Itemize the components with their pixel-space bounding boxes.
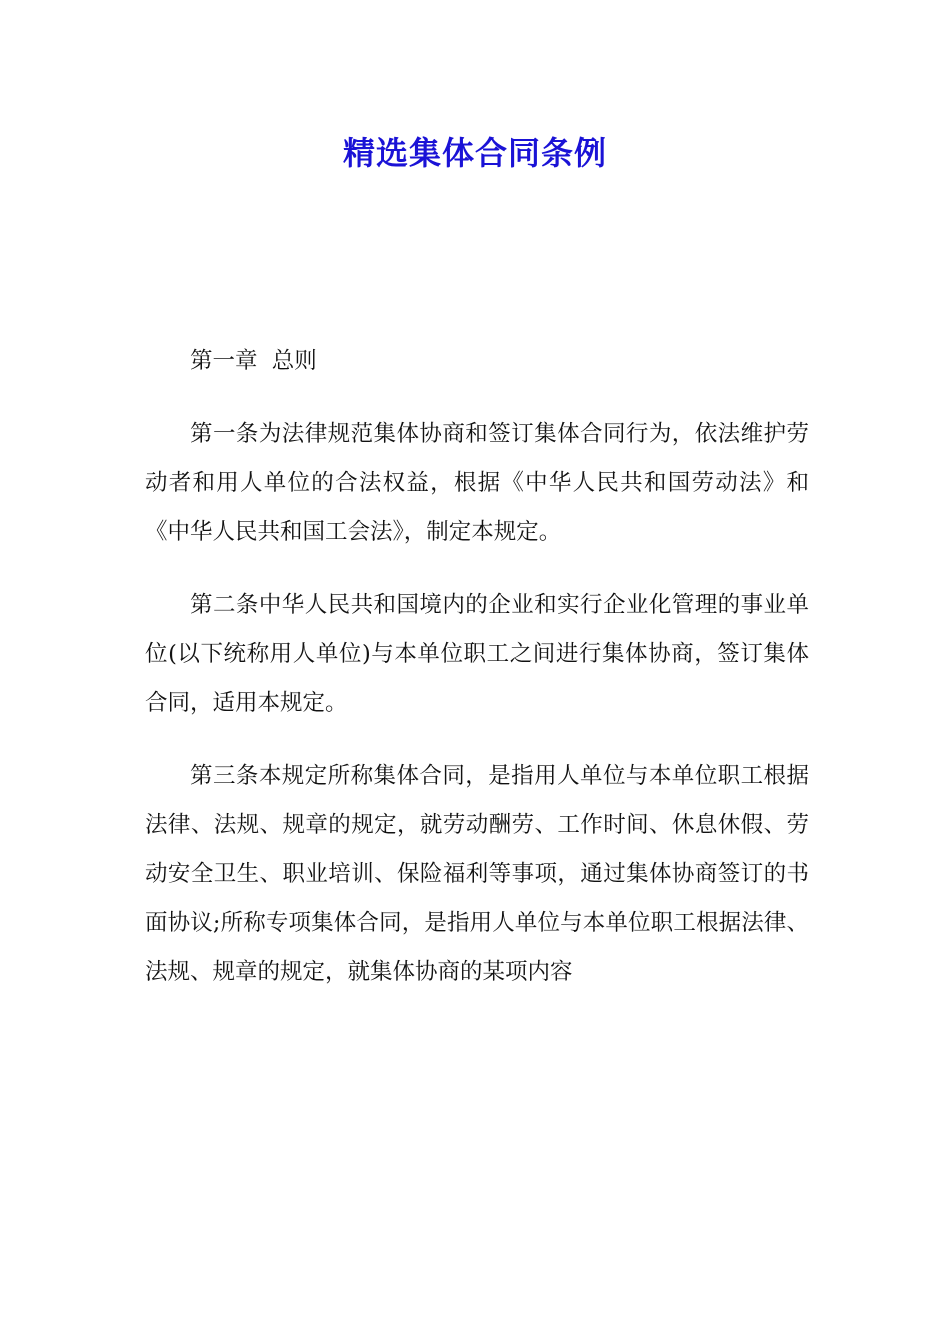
document-title: 精选集体合同条例 bbox=[342, 134, 607, 172]
article-paragraph-1: 第一条为法律规范集体协商和签订集体合同行为，依法维护劳动者和用人单位的合法权益，根据《中华人民共和国劳动法》和《中华人民共和国工会法》，制定本规定。 bbox=[145, 421, 809, 545]
article-paragraph-3: 第三条本规定所称集体合同，是指用人单位与本单位职工根据法律、法规、规章的规定，就劳动酬劳、工作时间、休息休假、劳动安全卫生、职业培训、保险福利等事项，通过集体协商签订的书面协议;所称专项集体合同，是指用人单位与本单位职工根据法律、法规、规章的规定，就集体协商的某项内容 bbox=[145, 763, 809, 985]
document-body bbox=[145, 337, 809, 997]
article-paragraph-2: 第二条中华人民共和国境内的企业和实行企业化管理的事业单位(以下统称用人单位)与本单位职工之间进行集体协商，签订集体合同，适用本规定。 bbox=[145, 592, 809, 716]
chapter-heading: 第一章 总则 bbox=[190, 348, 317, 374]
